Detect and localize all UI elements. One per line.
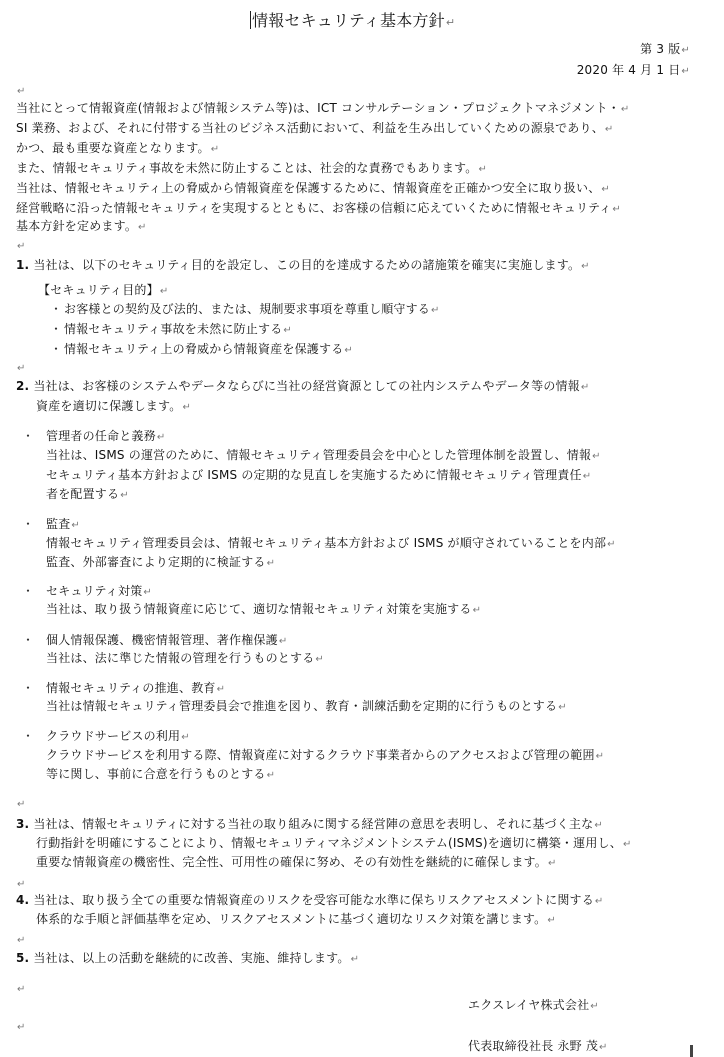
empty-paragraph xyxy=(16,794,26,814)
intro-line: 当社にとって情報資産(情報および情報システム等)は、ICT コンサルテーション・プロジェクトマネジメント・ ↵ xyxy=(16,99,630,119)
empty-paragraph xyxy=(16,81,26,101)
policy-section-3: 3. 当社は、情報セキュリティに対する当社の取り組みに関する経営陣の意思を表明し、それに基づく主な ↵ xyxy=(16,815,603,835)
measure-body: 当社は情報セキュリティ管理委員会で推進を図り、教育・訓練活動を定期的に行うものとする ↵ xyxy=(46,697,567,717)
measure-heading: クラウドサービスの利用 ↵ xyxy=(46,727,190,747)
company-name: エクスレイヤ株式会社 ↵ xyxy=(468,996,599,1016)
policy-section-4-cont: 体系的な手順と評価基準を定め、リスクアセスメントに基づく適切なリスク対策を講じます。 ↵ xyxy=(36,910,556,930)
objectives-heading: 【セキュリティ目的】 ↵ xyxy=(38,281,168,301)
page-edge-marker xyxy=(690,1045,693,1057)
measure-body: 情報セキュリティ管理委員会は、情報セキュリティ基本方針および ISMS が順守されていることを内部 ↵ xyxy=(46,534,616,554)
objective-item: 情報セキュリティ上の脅威から情報資産を保護する ↵ xyxy=(64,340,353,360)
measure-body: 等に関し、事前に合意を行うものとする ↵ xyxy=(46,765,275,785)
policy-section-2-cont: 資産を適切に保護します。 ↵ xyxy=(36,397,191,417)
policy-section-3-cont: 行動指針を明確にすることにより、情報セキュリティマネジメントシステム(ISMS)を適切に構築・運用し、 ↵ xyxy=(36,834,632,854)
intro-line: 基本方針を定めます。 ↵ xyxy=(16,217,147,237)
objective-item: 情報セキュリティ事故を未然に防止する ↵ xyxy=(64,320,292,340)
intro-line: また、情報セキュリティ事故を未然に防止することは、社会的な責務でもあります。 ↵ xyxy=(16,159,487,179)
bullet: ・ xyxy=(22,429,35,443)
measure-heading: 監査 ↵ xyxy=(46,515,80,535)
measure-body: 監査、外部審査により定期的に検証する ↵ xyxy=(46,553,275,573)
document-title: 情報セキュリティ基本方針 ↵ xyxy=(250,10,455,34)
empty-paragraph xyxy=(16,979,26,999)
measure-heading: セキュリティ対策 ↵ xyxy=(46,582,152,602)
measure-heading: 個人情報保護、機密情報管理、著作権保護 ↵ xyxy=(46,631,287,651)
representative-name: 代表取締役社長 永野 茂 ↵ xyxy=(468,1037,608,1057)
policy-section-3-cont: 重要な情報資産の機密性、完全性、可用性の確保に努め、その有効性を継続的に確保します。 ↵ xyxy=(36,853,557,873)
measure-body: 当社は、法に準じた情報の管理を行うものとする ↵ xyxy=(46,649,324,669)
intro-line: SI 業務、および、それに付帯する当社のビジネス活動において、利益を生み出していくための源泉であり、 ↵ xyxy=(16,119,614,139)
intro-line: かつ、最も重要な資産となります。 ↵ xyxy=(16,139,219,159)
measure-body: クラウドサービスを利用する際、情報資産に対するクラウド事業者からのアクセスおよび管理の範囲 ↵ xyxy=(46,746,604,766)
empty-paragraph xyxy=(16,930,26,950)
policy-section-4: 4. 当社は、取り扱う全ての重要な情報資産のリスクを受容可能な水準に保ちリスクアセスメントに関する ↵ xyxy=(16,891,604,911)
measure-body: セキュリティ基本方針および ISMS の定期的な見直しを実施するために情報セキュリティ管理責任 ↵ xyxy=(46,466,591,486)
bullet: ・ xyxy=(22,517,35,531)
edition: 第 3 版 ↵ xyxy=(640,40,690,60)
objective-item: お客様との契約及び法的、または、規制要求事項を尊重し順守する ↵ xyxy=(64,300,440,320)
measure-body: 当社は、取り扱う情報資産に応じて、適切な情報セキュリティ対策を実施する ↵ xyxy=(46,600,481,620)
intro-line: 経営戦略に沿った情報セキュリティを実現するとともに、お客様の信頼に応えていくために情報セキュリティ ↵ xyxy=(16,199,621,219)
bullet: ・ xyxy=(22,584,35,598)
intro-line: 当社は、情報セキュリティ上の脅威から情報資産を保護するために、情報資産を正確かつ安全に取り扱い、 ↵ xyxy=(16,179,610,199)
text-cursor xyxy=(250,11,251,29)
empty-paragraph xyxy=(16,358,26,378)
bullet: ・ xyxy=(50,322,63,336)
policy-section-2: 2. 当社は、お客様のシステムやデータならびに当社の経営資源としての社内システムやデータ等の情報 ↵ xyxy=(16,377,590,397)
bullet: ・ xyxy=(50,302,63,316)
measure-heading: 管理者の任命と義務 ↵ xyxy=(46,427,165,447)
policy-section-1: 1. 当社は、以下のセキュリティ目的を設定し、この目的を達成するための諸施策を確実に実施します。 ↵ xyxy=(16,256,590,276)
empty-paragraph xyxy=(16,1017,26,1037)
bullet: ・ xyxy=(50,342,63,356)
empty-paragraph xyxy=(16,236,26,256)
measure-heading: 情報セキュリティの推進、教育 ↵ xyxy=(46,679,225,699)
bullet: ・ xyxy=(22,681,35,695)
issue-date: 2020 年 4 月 1 日 ↵ xyxy=(577,61,690,81)
measure-body: 者を配置する ↵ xyxy=(46,485,129,505)
measure-body: 当社は、ISMS の運営のために、情報セキュリティ管理委員会を中心とした管理体制を設置し、情報 ↵ xyxy=(46,446,601,466)
policy-section-5: 5. 当社は、以上の活動を継続的に改善、実施、維持します。 ↵ xyxy=(16,949,359,969)
bullet: ・ xyxy=(22,729,35,743)
bullet: ・ xyxy=(22,633,35,647)
